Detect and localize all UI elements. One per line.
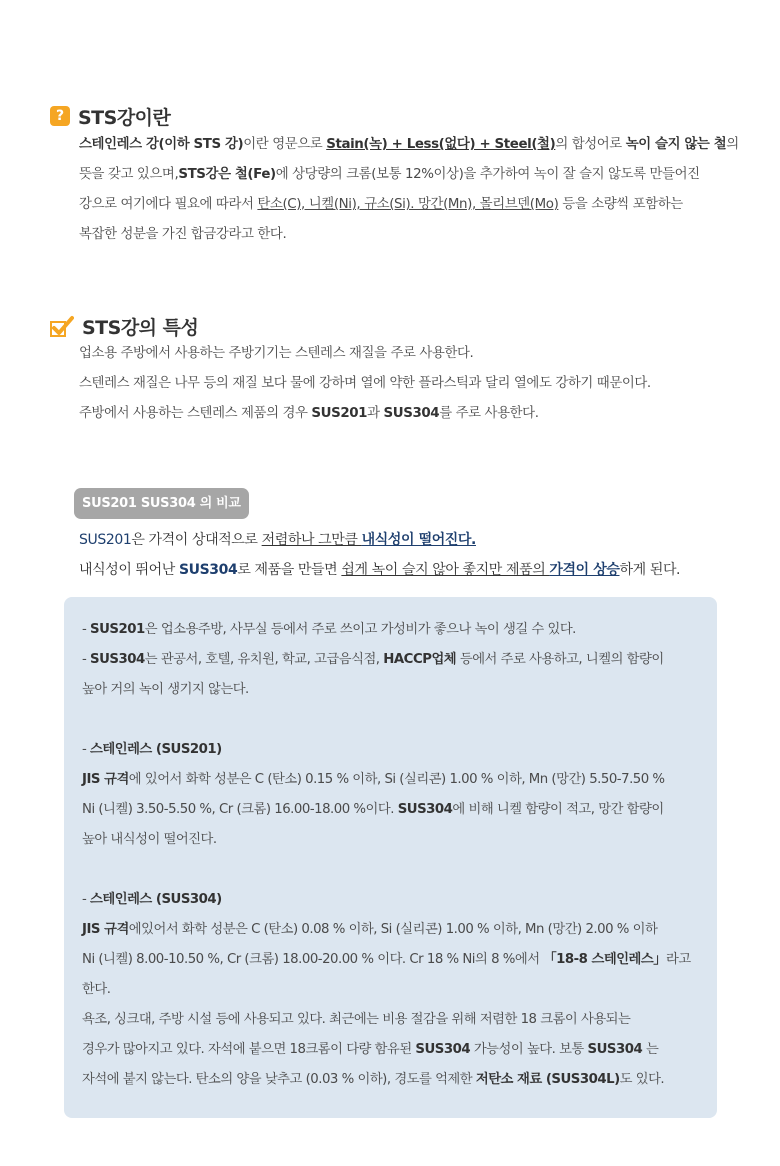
text-segment: STS강은 철(Fe) <box>178 167 276 182</box>
text-segment: 은 업소용주방, 사무실 등에서 주로 쓰이고 가성비가 좋으나 녹이 생길 수 있다. <box>144 622 576 637</box>
text-segment: 하게 된다. <box>619 562 681 578</box>
details-box <box>64 597 717 1118</box>
text-line <box>82 975 691 1005</box>
text-segment: 가능성이 높다. 보통 <box>470 1042 588 1057</box>
text-line <box>82 795 691 825</box>
text-line <box>82 615 691 645</box>
text-segment: 가격이 상승 <box>549 562 620 578</box>
text-segment: 내식성이 뛰어난 <box>79 562 179 578</box>
text-segment: 저탄소 재료 (SUS304L) <box>475 1072 620 1087</box>
text-segment: 업소용 주방에서 사용하는 주방기기는 스텐레스 재질을 주로 사용한다. <box>79 346 474 361</box>
text-segment: 내식성이 떨어진다. <box>361 532 476 548</box>
text-line <box>82 1035 691 1065</box>
text-line <box>79 220 730 250</box>
text-line <box>82 1065 691 1095</box>
text-segment: 높아 거의 녹이 생기지 않는다. <box>82 682 249 697</box>
text-segment: 한다. <box>82 982 111 997</box>
text-segment: 쉽게 녹이 슬지 않아 좋지만 제품의 <box>341 562 550 578</box>
text-segment: SUS304 <box>397 802 453 817</box>
section-heading <box>50 313 730 339</box>
text-line <box>82 675 691 705</box>
text-segment: 에있어서 화학 성분은 C (탄소) 0.08 % 이하, Si (실리콘) 1.00 % 이하, Mn (망간) 2.00 % 이하 <box>128 922 658 937</box>
text-line <box>79 190 730 220</box>
text-segment: 스테인레스 (SUS201) <box>90 742 222 757</box>
text-segment: HACCP업체 <box>383 652 457 667</box>
text-segment: 탄소(C), 니켈(Ni), 규소(Si). 망간(Mn), 몰리브덴(Mo) <box>257 197 559 212</box>
text-segment: 에 있어서 화학 성분은 C (탄소) 0.15 % 이하, Si (실리콘) 1.00 % 이하, Mn (망간) 5.50-7.50 % <box>128 772 665 787</box>
text-segment: 강으로 여기에다 필요에 따라서 <box>79 197 258 212</box>
text-line <box>82 765 691 795</box>
text-segment: SUS201 <box>311 406 368 421</box>
question-icon: ? <box>50 106 70 126</box>
details-text <box>82 615 691 1095</box>
text-segment: 경우가 많아지고 있다. 자석에 붙으면 18크롬이 다량 함유된 <box>82 1042 416 1057</box>
text-segment: 는 관공서, 호텔, 유치원, 학교, 고급음식점, <box>144 652 384 667</box>
text-segment: Ni (니켈) 3.50-5.50 %, Cr (크롬) 16.00-18.00 %이다. <box>82 802 398 817</box>
text-segment: 스테인레스 (SUS304) <box>90 892 222 907</box>
text-segment: JIS 규격 <box>82 922 129 937</box>
text-segment: 이란 영문으로 <box>243 137 327 152</box>
text-segment: 「18-8 스테인레스」 <box>543 952 667 967</box>
text-segment: SUS304 <box>178 562 238 578</box>
text-segment: SUS304 <box>587 1042 643 1057</box>
text-line <box>79 130 739 160</box>
blank-line <box>82 855 691 885</box>
text-line <box>82 645 691 675</box>
text-line <box>82 945 691 975</box>
section-heading <box>50 103 730 129</box>
text-segment: SUS304 <box>415 1042 471 1057</box>
text-line <box>82 885 691 915</box>
text-segment: 스테인레스 강(이하 STS 강) <box>79 137 244 152</box>
text-segment: 저렴하나 그만큼 <box>261 532 362 548</box>
section-sts-characteristics <box>50 313 730 429</box>
text-segment: 의 <box>726 137 739 152</box>
text-segment: SUS304 <box>90 652 145 667</box>
text-line <box>82 825 691 855</box>
section-paragraph <box>79 130 739 250</box>
text-line <box>79 399 730 429</box>
text-segment: - <box>82 622 91 637</box>
text-line <box>82 915 691 945</box>
text-line <box>82 735 691 765</box>
text-segment: 과 <box>367 406 384 421</box>
text-segment: 자석에 붙지 않는다. 탄소의 양을 낮추고 (0.03 % 이하), 경도를 억제한 <box>82 1072 476 1087</box>
text-segment: SUS304 <box>383 406 440 421</box>
text-segment: 높아 내식성이 떨어진다. <box>82 832 217 847</box>
section-title: STS강이란 <box>78 106 171 129</box>
text-segment: 등을 소량씩 포함하는 <box>558 197 683 212</box>
text-segment: - <box>82 652 91 667</box>
text-segment: 도 있다. <box>619 1072 665 1087</box>
text-line <box>79 369 730 399</box>
text-segment: 라고 <box>666 952 691 967</box>
text-line <box>79 555 680 585</box>
text-line <box>79 339 730 369</box>
text-segment: - <box>82 892 91 907</box>
text-segment: 의 합성어로 <box>555 137 626 152</box>
text-line <box>79 525 680 555</box>
text-segment: 복잡한 성분을 가진 합금강라고 한다. <box>79 227 287 242</box>
text-segment: 스텐레스 재질은 나무 등의 재질 보다 물에 강하며 열에 약한 플라스틱과 달리 열에도 강하기 때문이다. <box>79 376 651 391</box>
comparison-summary <box>79 525 680 585</box>
text-line <box>82 1005 691 1035</box>
section-what-is-sts <box>50 103 739 250</box>
comparison-badge: SUS201 SUS304 의 비교 <box>74 488 249 519</box>
text-segment: Stain(녹) + Less(없다) + Steel(철) <box>326 137 556 152</box>
text-segment: 등에서 주로 사용하고, 니켈의 함량이 <box>456 652 664 667</box>
text-segment: SUS201 <box>79 532 132 548</box>
text-segment: 에 상당량의 크롬(보통 12%이상)을 추가하여 녹이 잘 슬지 않도록 만들어진 <box>275 167 700 182</box>
text-segment: 녹이 슬지 않는 철 <box>625 137 727 152</box>
text-segment: 는 <box>642 1042 659 1057</box>
text-line <box>79 160 730 190</box>
section-paragraph <box>79 339 730 429</box>
text-segment: 로 제품을 만들면 <box>237 562 342 578</box>
text-segment: Ni (니켈) 8.00-10.50 %, Cr (크롬) 18.00-20.00 % 이다. Cr 18 % Ni의 8 %에서 <box>82 952 544 967</box>
checkmark-icon <box>50 315 74 337</box>
text-segment: - <box>82 742 91 757</box>
text-segment: 뜻을 갖고 있으며, <box>79 167 179 182</box>
blank-line <box>82 705 691 735</box>
text-segment: 에 비해 니켈 함량이 적고, 망간 함량이 <box>452 802 664 817</box>
text-segment: 를 주로 사용한다. <box>439 406 539 421</box>
text-segment: 주방에서 사용하는 스텐레스 제품의 경우 <box>79 406 312 421</box>
text-segment: SUS201 <box>90 622 145 637</box>
text-segment: 욕조, 싱크대, 주방 시설 등에 사용되고 있다. 최근에는 비용 절감을 위해 저렴한 18 크롬이 사용되는 <box>82 1012 631 1027</box>
text-segment: JIS 규격 <box>82 772 129 787</box>
text-segment: 은 가격이 상대적으로 <box>131 532 262 548</box>
section-title: STS강의 특성 <box>82 316 199 339</box>
